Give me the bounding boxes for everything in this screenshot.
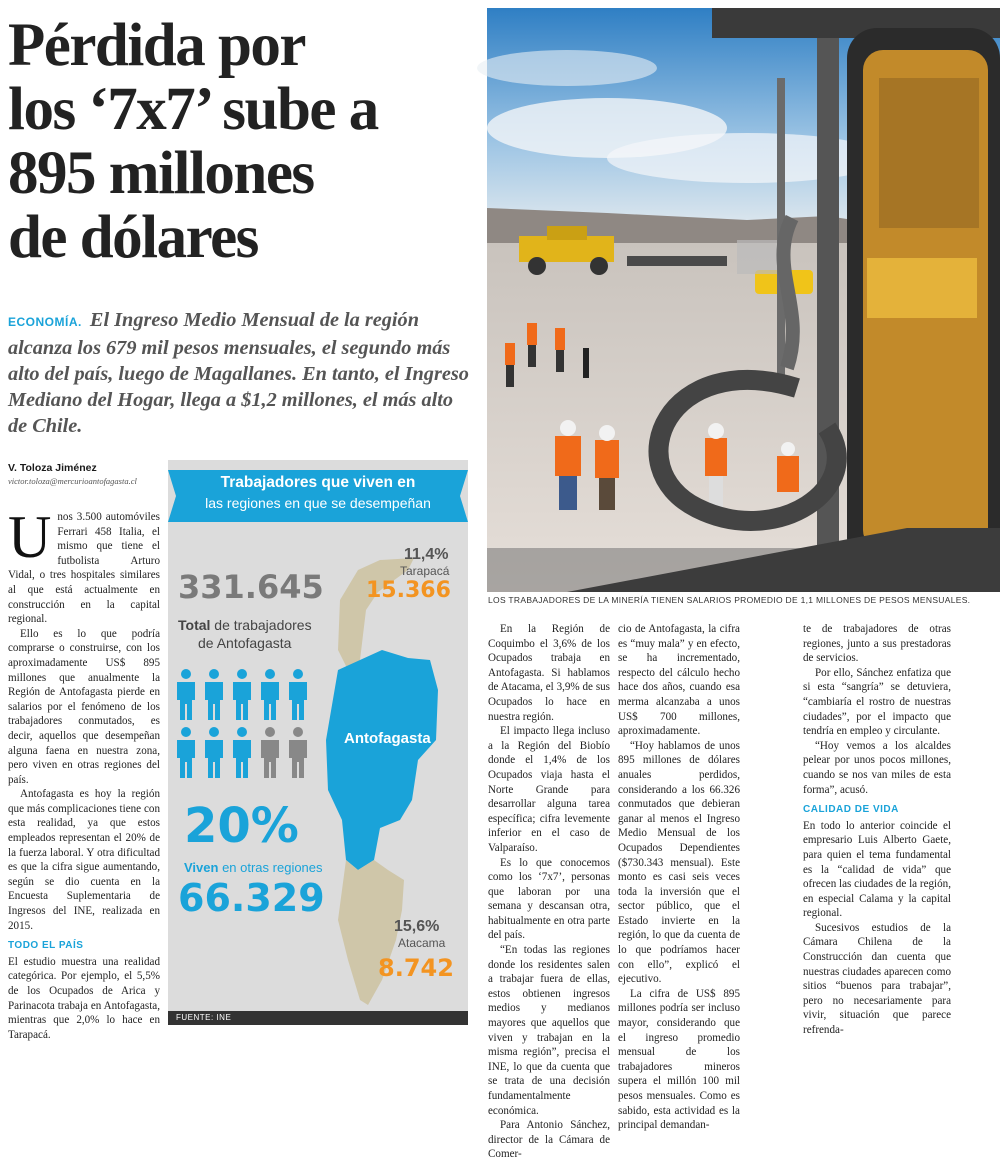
paragraph: Por ello, Sánchez enfatiza que si esta “sangría” se detuviera, “cambiaría el rostro de nuestras ciudades”, por el impacto que tendría en empleo y circulante. (803, 666, 951, 738)
person-icon (261, 727, 279, 778)
paragraph: Antofagasta es hoy la región que más complicaciones tiene con esta realidad, ya que estos empleados representan el 20% de la fuerza laboral. Y otra dificultad es que la cifra sigue aumentando, según se dio cuenta en la Encuesta Suplementaria de Ingresos del INE, realizada en 2015. (8, 788, 160, 932)
total-label-rest-2: de Antofagasta (198, 635, 292, 651)
map-region-antofagasta (326, 650, 438, 870)
paragraph: El estudio muestra una realidad categórica. Por ejemplo, el 5,5% de los Ocupados de Arica y Parinacota trabaja en Antofagasta, mientras que 2,0% lo hace en Tarapacá. (8, 955, 160, 1041)
mining-photo (487, 8, 1000, 592)
paragraph: Para Antonio Sánchez, director de la Cámara de Comer- (488, 1119, 610, 1161)
paragraph: “En todas las regiones donde los residentes salen a trabajar fuera de ellas, estos obtienen ingresos medios y medianos mayores que aquellos que viven y trabajan en la misma región”, precisa el INE, lo que da cuenta que se trata de una decisión fundamentalmente económica. (488, 944, 610, 1117)
person-icon (205, 669, 223, 720)
body-column-4 (803, 622, 951, 1050)
atacama-percent: 15,6% (394, 918, 440, 935)
other-label-rest: en otras regiones (218, 860, 323, 875)
other-label-bold: Viven (184, 860, 219, 875)
paragraph: La cifra de US$ 895 millones podría ser incluso mayor, considerando que el ingreso promedio mensual de los trabajadores mineros supera el millón 100 mil pesos mensuales. Como es sabido, esta actividad es la principal demandan- (618, 987, 740, 1132)
section-kicker: ECONOMÍA. (8, 315, 82, 329)
person-icon (233, 727, 251, 778)
body-column-2 (488, 622, 610, 1161)
total-workers-label (178, 617, 312, 633)
headline (8, 14, 478, 270)
atacama-value: 8.742 (378, 954, 454, 982)
paragraph: Es lo que conocemos como los ‘7x7’, personas que laboran por una semana y descansan otra, habitualmente en otra parte del país. (488, 856, 610, 942)
percent-other-regions: 20% (184, 798, 299, 854)
tarapaca-value: 15.366 (366, 578, 451, 603)
person-icon (177, 727, 195, 778)
other-regions-label (184, 860, 323, 875)
paragraph: nos 3.500 automóviles Ferrari 458 Italia, el mismo que tiene el futbolista Arturo Vidal, o tres hospitales similares al que está actualmente en construcción en la capital regional. (8, 511, 160, 626)
deck-text: El Ingreso Medio Mensual de la región alcanza los 679 mil pesos mensuales, el segundo más alto del país, luego de Magallanes. En tanto, el Ingreso Mediano del Hogar, llega a $1,2 millones, el más alto de Chile. (8, 309, 469, 437)
person-icon (261, 669, 279, 720)
paragraph: cio de Antofagasta, la cifra es “muy mala” y en efecto, se ha incrementado, respecto del cálculo hecho hace dos años, cuando esa merma alcanzaba a unos US$ 700 millones, aproximadamente. (618, 623, 740, 738)
paragraph: En todo lo anterior coincide el empresario Luis Alberto Gaete, para quien el tema fundamental es la “calidad de vida” que ofrecen las ciudades de la región, en especial Calama y la capital regional. (803, 819, 951, 920)
headline-line-2: los ‘7x7’ sube a (8, 76, 378, 143)
paragraph: Ello es lo que podría comprarse o construirse, con los aproximadamente US$ 895 millones que anualmente la Región de Antofagasta pierde en salarios por el fenómeno de los trabajadores conmutados, es decir, aquellos que desempeñan alguna faena en nuestra zona, pero viven en otras regiones del país. (8, 627, 160, 786)
dropcap: U (8, 504, 52, 570)
deck (8, 307, 470, 439)
headline-line-4: de dólares (8, 204, 258, 271)
paragraph: En la Región de Coquimbo el 3,6% de los Ocupados trabaja en Antofagasta. Si hablamos de Atacama, el 3,9% de sus Ocupados lo hace en nuestra región. (488, 623, 610, 723)
body-column-3 (618, 622, 740, 1132)
atacama-name: Atacama (398, 936, 446, 950)
infographic-title-line-2: las regiones en que se desempeñan (205, 495, 431, 511)
photo-illustration (487, 8, 1000, 592)
antofagasta-label: Antofagasta (344, 730, 431, 747)
person-icon (177, 669, 195, 720)
headline-line-3: 895 millones (8, 140, 314, 207)
person-icon (289, 727, 307, 778)
tarapaca-name: Tarapacá (400, 564, 450, 578)
total-label-rest-1: de trabajadores (210, 617, 312, 633)
paragraph: “Hoy hablamos de unos 895 millones de dólares anuales perdidos, considerando a los 66.326 conmutados que debieran ganar al menos el Ingreso Medio Mensual de los Ocupados Dependientes ($730.343 mensual). Este monto es casi seis veces toda la inversión que el sector público, que el Estado invierte en la región, lo que da cuenta de lo que podríamos hacer con ello”, explicó el ejecutivo. (618, 739, 740, 986)
subheading-todo-el-pais: TODO EL PAÍS (8, 940, 84, 952)
people-icons (176, 666, 316, 786)
paragraph: El impacto llega incluso a la Región del Biobío donde el 1,4% de los Ocupados viaja hasta el Norte Grande para desarrollar alguna tarea específica; cifra levemente inferior en el caso de Valparaíso. (488, 725, 610, 854)
infographic-source: FUENTE: INE (168, 1011, 468, 1025)
author-email[interactable]: victor.toloza@mercurioantofagasta.cl (8, 476, 137, 486)
value-other-regions: 66.329 (178, 876, 325, 920)
byline (8, 462, 168, 486)
person-icon (289, 669, 307, 720)
body-column-1 (8, 504, 160, 1050)
author-name: V. Toloza Jiménez (8, 462, 97, 474)
paragraph: “Hoy vemos a los alcaldes pelear por unos pocos millones, cuando se nos van miles de esta forma”, acusó. (803, 739, 951, 796)
tarapaca-percent: 11,4% (404, 546, 449, 563)
person-icon (233, 669, 251, 720)
paragraph: te de trabajadores de otras regiones, junto a sus prestadoras de servicios. (803, 623, 951, 665)
total-workers-value: 331.645 (178, 568, 324, 606)
total-label-bold: Total (178, 617, 211, 633)
headline-line-1: Pérdida por (8, 12, 305, 79)
paragraph: Sucesivos estudios de la Cámara Chilena de la Construcción dan cuenta que nuestras ciudades aparecen como sitios “buenos para trabajar”, pero no necesariamente para vivir, situación que parece refrenda- (803, 921, 951, 1037)
infographic (168, 460, 468, 1025)
person-icon (205, 727, 223, 778)
photo-caption: LOS TRABAJADORES DE LA MINERÍA TIENEN SALARIOS PROMEDIO DE 1,1 MILLONES DE PESOS MENSUALES. (488, 595, 971, 605)
subheading-calidad-de-vida: CALIDAD DE VIDA (803, 804, 899, 816)
infographic-title-line-1: Trabajadores que viven en (220, 474, 416, 491)
